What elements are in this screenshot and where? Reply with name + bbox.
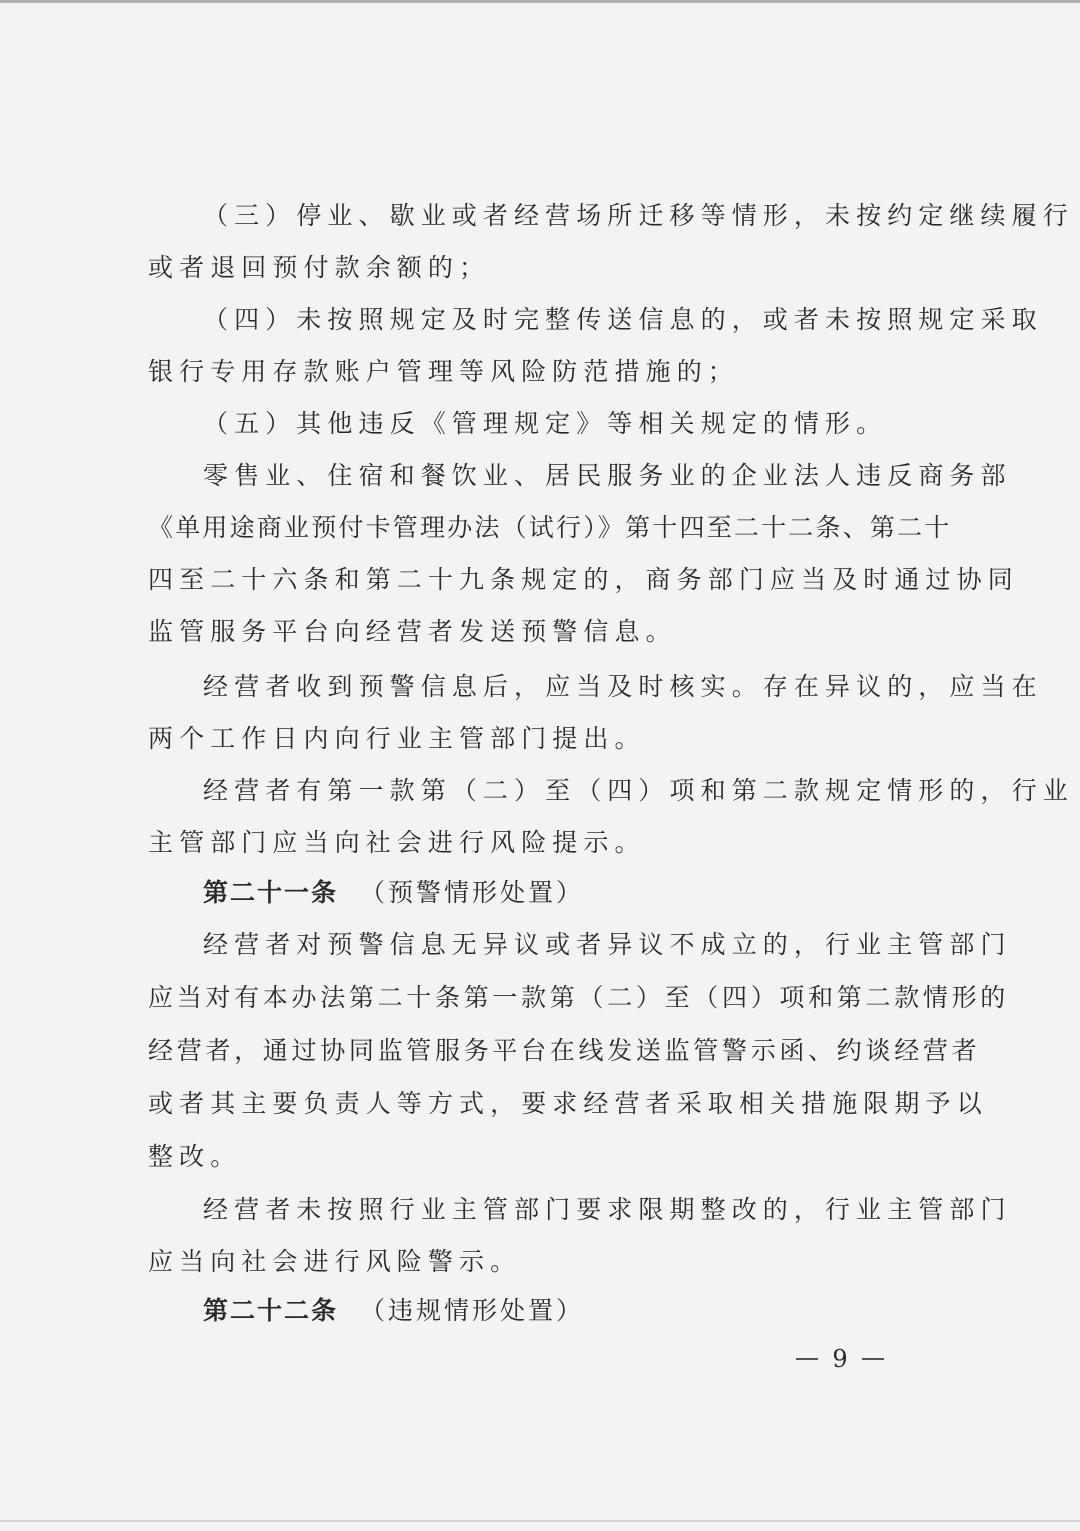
- paragraph-line: 两个工作日内向行业主管部门提出。: [148, 724, 646, 753]
- article-21-heading: [203, 878, 971, 908]
- paragraph-line: 或者退回预付款余额的；: [148, 253, 491, 282]
- paragraph-line: 监管服务平台向经营者发送预警信息。: [148, 617, 677, 646]
- paragraph-line: 主管部门应当向社会进行风险提示。: [148, 828, 646, 857]
- paragraph-line: （三）停业、歇业或者经营场所迁移等情形，未按约定继续履行: [203, 201, 1074, 230]
- article-22-heading: [203, 1296, 971, 1326]
- dash-left: [796, 1358, 818, 1360]
- paragraph-line: 或者其主要负责人等方式，要求经营者采取相关措施限期予以: [148, 1089, 988, 1118]
- paragraph-line: 零售业、住宿和餐饮业、居民服务业的企业法人违反商务部: [203, 461, 1012, 490]
- article-number: 第二十一条: [203, 878, 339, 907]
- article-number: 第二十二条: [203, 1296, 339, 1325]
- article-title: （预警情形处置）: [360, 878, 585, 907]
- paragraph-line: 整改。: [148, 1142, 242, 1171]
- page-number: 9: [832, 1345, 848, 1373]
- paragraph-line: 应当对有本办法第二十条第一款第（二）至（四）项和第二款情形的: [148, 983, 1010, 1012]
- paragraph-line: 经营者未按照行业主管部门要求限期整改的，行业主管部门: [203, 1195, 1012, 1224]
- page-number-footer: [790, 1344, 890, 1374]
- paragraph-line: 银行专用存款账户管理等风险防范措施的；: [148, 357, 739, 386]
- paragraph-line: 《单用途商业预付卡管理办法（试行）》第十四至二十二条、第二十: [148, 513, 952, 542]
- paragraph-line: 经营者对预警信息无异议或者异议不成立的，行业主管部门: [203, 930, 1012, 959]
- scan-top-edge: [0, 0, 1080, 3]
- paragraph-line: （四）未按照规定及时完整传送信息的，或者未按照规定采取: [203, 305, 1043, 334]
- paragraph-line: 应当向社会进行风险警示。: [148, 1247, 522, 1276]
- paragraph-line: 经营者收到预警信息后，应当及时核实。存在异议的，应当在: [203, 672, 1043, 701]
- article-title: （违规情形处置）: [360, 1296, 585, 1325]
- paragraph-line: 经营者有第一款第（二）至（四）项和第二款规定情形的，行业: [203, 776, 1074, 805]
- paragraph-line: 经营者，通过协同监管服务平台在线发送监管警示函、约谈经营者: [148, 1036, 981, 1065]
- paragraph-line: 四至二十六条和第二十九条规定的，商务部门应当及时通过协同: [148, 565, 1019, 594]
- scan-bottom-edge: [0, 1520, 1080, 1522]
- paragraph-line: （五）其他违反《管理规定》等相关规定的情形。: [203, 409, 888, 438]
- dash-right: [862, 1358, 884, 1360]
